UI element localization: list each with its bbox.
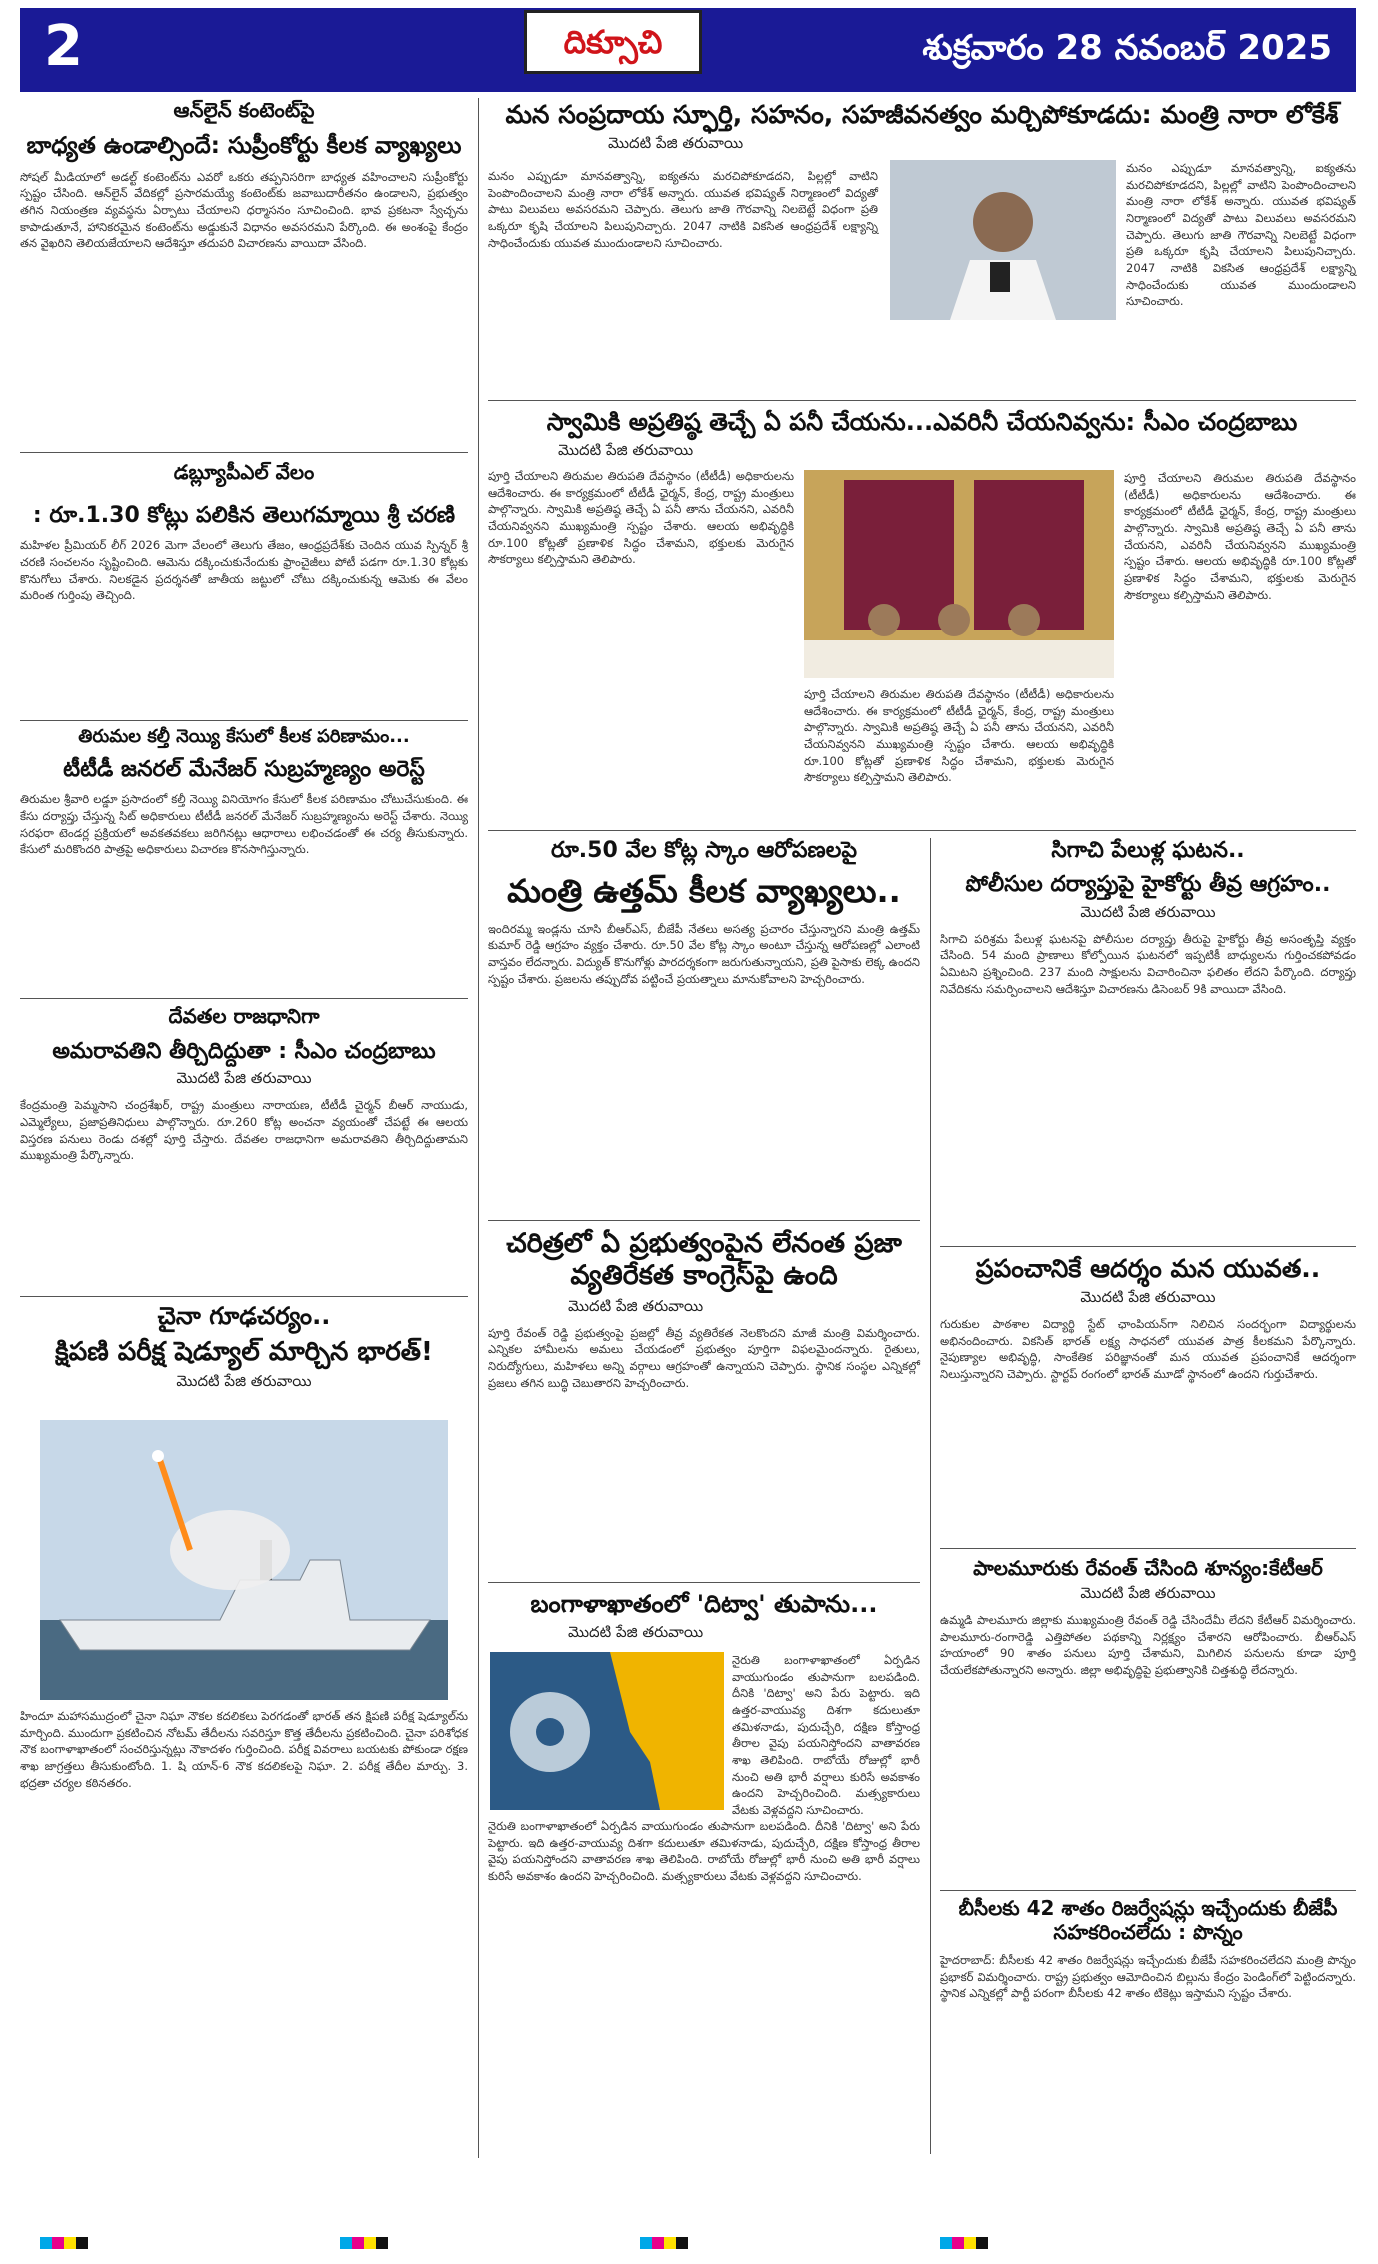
byline: మొదటి పేజి తరువాయి [176,1371,312,1390]
article-body-cont: పూర్తి చేయాలని తిరుమల తిరుపతి దేవస్థానం (టీటీడీ) అధికారులను ఆదేశించారు. ఈ కార్యక్రమంలో టీటీడీ ఛైర్మన్, కేంద్ర, రాష్ట్ర మంత్రులు పాల్గొన్నారు. స్వామికి అప్రతిష్ఠ తెచ్చే ఏ పనీ తాను చేయనని, ఎవరినీ చేయనివ్వనని ముఖ్యమంత్రి స్పష్టం చేశారు. ఆలయ అభివృద్ధికి రూ.100 కోట్లతో ప్రణాళిక సిద్ధం చేశామని, భక్తులకు మెరుగైన సౌకర్యాలు కల్పిస్తామని తెలిపారు. [804,687,1114,785]
byline: మొదటి పేజి తరువాయి [1080,902,1216,921]
cyclone-map-image [490,1652,724,1810]
column-divider [930,838,931,2154]
headline: పోలీసుల దర్యాప్తుపై హైకోర్టు తీవ్ర ఆగ్రహం.. [965,872,1331,898]
headline: అమరావతిని తీర్చిదిద్దుతా : సీఎం చంద్రబాబు [52,1039,436,1064]
article-youth [940,1254,1356,1542]
article-body: హైదరాబాద్: బీసీలకు 42 శాతం రిజర్వేషన్లు ఇచ్చేందుకు బీజేపీ సహకరించలేదని మంత్రి పొన్నం ప్రభాకర్ విమర్శించారు. రాష్ట్ర ప్రభుత్వం ఆమోదించిన బిల్లును కేంద్రం పెండింగ్‌లో పెట్టిందన్నారు. స్థానిక ఎన్నికల్లో పార్టీ పరంగా బీసీలకు 42 శాతం టికెట్లు ఇస్తామని స్పష్టం చేశారు. [940,1953,1356,2001]
article-body: ఇందిరమ్మ ఇండ్లను చూసి బీఆర్ఎస్, బీజేపీ నేతలు అసత్య ప్రచారం చేస్తున్నారని మంత్రి ఉత్తమ్ కుమార్ రెడ్డి ఆగ్రహం వ్యక్తం చేశారు. రూ.50 వేల కోట్ల స్కాం అంటూ చేస్తున్న ఆరోపణల్లో ఎలాంటి వాస్తవం లేదన్నారు. విద్యుత్ కొనుగోళ్లు పారదర్శకంగా జరుగుతున్నాయని, ప్రతి పైసాకు లెక్క ఉందని స్పష్టం చేశారు. ప్రజలను తప్పుదోవ పట్టించే ప్రయత్నాలు మానుకోవాలని హెచ్చరించారు. [488,921,920,986]
article-body-cont: మనం ఎప్పుడూ మానవత్వాన్ని, ఐక్యతను మరచిపోకూడదని, పిల్లల్లో వాటిని పెంపొందించాలని మంత్రి నారా లోకేశ్ అన్నారు. యువత భవిష్యత్ నిర్మాణంలో విద్యతో పాటు విలువలు అవసరమని చెప్పారు. తెలుగు జాతి గౌరవాన్ని నిలబెట్టే విధంగా ప్రతి ఒక్కరూ కృషి చేయాలని పిలుపునిచ్చారు. 2047 నాటికి వికసిత ఆంధ్రప్రదేశ్ లక్ష్యాన్ని సాధించేందుకు యువత ముందుండాలని సూచించారు. [1126,161,1356,309]
headline: స్వామికి అప్రతిష్ఠ తెచ్చే ఏ పనీ చేయను...ఎవరినీ చేయనివ్వను: సీఎం చంద్రబాబు [546,408,1298,436]
article-body: పూర్తి చేయాలని తిరుమల తిరుపతి దేవస్థానం (టీటీడీ) అధికారులను ఆదేశించారు. ఈ కార్యక్రమంలో టీటీడీ ఛైర్మన్, కేంద్ర, రాష్ట్ర మంత్రులు పాల్గొన్నారు. స్వామికి అప్రతిష్ఠ తెచ్చే ఏ పనీ తాను చేయనని, ఎవరినీ చేయనివ్వనని ముఖ్యమంత్రి స్పష్టం చేశారు. ఆలయ అభివృద్ధికి రూ.100 కోట్లతో ప్రణాళిక సిద్ధం చేశామని, భక్తులకు మెరుగైన సౌకర్యాలు కల్పిస్తామని తెలిపారు. [488,469,794,567]
article-palamuru [940,1556,1356,1890]
headline: బాధ్యత ఉండాల్సిందే: సుప్రీంకోర్టు కీలక వ్యాఖ్యలు [26,133,462,159]
lokesh-photo [890,160,1116,320]
article-uttam [488,838,920,1203]
article-online [20,98,468,481]
article-lokesh [488,100,1356,156]
headline: క్షిపణి పరీక్ష షెడ్యూల్ మార్చిన భారత్! [55,1336,433,1367]
article-cbn [488,408,1356,463]
divider [488,1220,920,1221]
article-body: పూర్తి రేవంత్ రెడ్డి ప్రభుత్వంపై ప్రజల్లో తీవ్ర వ్యతిరేకత నెలకొందని మాజీ మంత్రి విమర్శించారు. ఎన్నికల హామీలను అమలు చేయడంలో ప్రభుత్వం పూర్తిగా విఫలమైందన్నారు. రైతులు, నిరుద్యోగులు, మహిళలు అన్ని వర్గాలు ఆగ్రహంతో ఉన్నాయని చెప్పారు. స్థానిక సంస్థల ఎన్నికల్లో ప్రజలు తగిన బుద్ధి చెబుతారని హెచ్చరించారు. [488,1325,920,1390]
divider [488,400,1356,401]
divider [940,1890,1356,1891]
issue-date: శుక్రవారం 28 నవంబర్ 2025 [922,28,1332,68]
kicker: చైనా గూఢచర్యం.. [157,1302,331,1330]
article-bc [940,1896,1356,2128]
column-divider [478,98,479,2158]
kicker: రూ.50 వేల కోట్ల స్కాం ఆరోపణలపై [551,838,857,863]
headline: పాలమూరుకు రేవంత్ చేసింది శూన్యం:కేటీఆర్ [973,1556,1323,1580]
byline: మొదటి పేజి తరువాయి [568,1622,704,1641]
byline: మొదటి పేజి తరువాయి [1080,1288,1216,1306]
divider [20,452,468,453]
headline: బీసీలకు 42 శాతం రిజర్వేషన్లు ఇచ్చేందుకు బీజేపీ సహకరించలేదు : పొన్నం [958,1896,1338,1944]
article-body-cont: పూర్తి చేయాలని తిరుమల తిరుపతి దేవస్థానం (టీటీడీ) అధికారులను ఆదేశించారు. ఈ కార్యక్రమంలో టీటీడీ ఛైర్మన్, కేంద్ర, రాష్ట్ర మంత్రులు పాల్గొన్నారు. స్వామికి అప్రతిష్ఠ తెచ్చే ఏ పనీ తాను చేయనని, ఎవరినీ చేయనివ్వనని ముఖ్యమంత్రి స్పష్టం చేశారు. ఆలయ అభివృద్ధికి రూ.100 కోట్లతో ప్రణాళిక సిద్ధం చేశామని, భక్తులకు మెరుగైన సౌకర్యాలు కల్పిస్తామని తెలిపారు. [1124,471,1356,602]
divider [940,1246,1356,1247]
byline: మొదటి పేజి తరువాయి [176,1069,312,1088]
article-body: నైరుతి బంగాళాఖాతంలో ఏర్పడిన వాయుగుండం తుపానుగా బలపడింది. దీనికి 'దిట్వా' అని పేరు పెట్టారు. ఇది ఉత్తర-వాయువ్య దిశగా కదులుతూ తమిళనాడు, పుదుచ్చేరి, దక్షిణ కోస్తాంధ్ర తీరాల వైపు పయనిస్తోందని వాతావరణ శాఖ తెలిపింది. రాబోయే రోజుల్లో భారీ నుంచి అతి భారీ వర్షాలు కురిసే అవకాశం ఉందని హెచ్చరించింది. మత్స్యకారులు వేటకు వెళ్లవద్దని సూచించారు. [732,1653,920,1818]
byline: మొదటి పేజి తరువాయి [608,134,744,152]
print-registration-strip [40,2234,1340,2250]
article-cyclone [488,1590,920,1645]
article-body: గురుకుల పాఠశాల విద్యార్థి స్టేట్ ఛాంపియన్‌గా నిలిచిన సందర్భంగా విద్యార్థులను అభినందించారు. వికసిత్ భారత్ లక్ష్య సాధనలో యువత పాత్ర కీలకమని పేర్కొన్నారు. నైపుణ్యాల అభివృద్ధి, సాంకేతిక పరిజ్ఞానంతో మన యువత ప్రపంచానికే ఆదర్శంగా నిలుస్తున్నారని చెప్పారు. స్టార్టప్ రంగంలో భారత్ మూడో స్థానంలో ఉందని గుర్తుచేశారు. [940,1317,1356,1382]
divider [940,1548,1356,1549]
article-body-cont: నైరుతి బంగాళాఖాతంలో ఏర్పడిన వాయుగుండం తుపానుగా బలపడింది. దీనికి 'దిట్వా' అని పేరు పెట్టారు. ఇది ఉత్తర-వాయువ్య దిశగా కదులుతూ తమిళనాడు, పుదుచ్చేరి, దక్షిణ కోస్తాంధ్ర తీరాల వైపు పయనిస్తోందని వాతావరణ శాఖ తెలిపింది. రాబోయే రోజుల్లో భారీ నుంచి అతి భారీ వర్షాలు కురిసే అవకాశం ఉందని హెచ్చరించింది. మత్స్యకారులు వేటకు వెళ్లవద్దని సూచించారు. [488,1819,920,1884]
article-body: సోషల్ మీడియాలో అడల్ట్ కంటెంట్‌ను ఎవరో ఒకరు తప్పనిసరిగా బాధ్యత వహించాలని సుప్రీంకోర్టు స్పష్టం చేసింది. ఆన్‌లైన్ వేదికల్లో ప్రసారమయ్యే కంటెంట్‌కు జవాబుదారీతనం ఉండాలని, ప్రభుత్వం తగిన నియంత్రణ వ్యవస్థను ఏర్పాటు చేయాలని ధర్మాసనం సూచించింది. భావ ప్రకటనా స్వేచ్ఛను కాపాడుతూనే, హానికరమైన కంటెంట్‌ను అడ్డుకునే విధానం అవసరమని పేర్కొంది. ఈ అంశంపై కేంద్రం తన వైఖరిని తెలియజేయాలని ఆదేశిస్తూ తదుపరి విచారణను వాయిదా వేసింది. [20,169,468,251]
headline: మంత్రి ఉత్తమ్ కీలక వ్యాఖ్యలు.. [507,872,901,911]
kicker: దేవతల రాజధానిగా [168,1004,320,1028]
kicker: ఆన్‌లైన్ కంటెంట్‌పై [173,98,315,122]
kicker: డబ్ల్యూపీఎల్ వేలం [173,460,315,484]
headline: టీటీడీ జనరల్ మేనేజర్ సుబ్రహ్మణ్యం అరెస్ట్ [63,757,425,782]
divider [488,1582,920,1583]
article-body: తిరుమల శ్రీవారి లడ్డూ ప్రసాదంలో కల్తీ నెయ్యి వినియోగం కేసులో కీలక పరిణామం చోటుచేసుకుంది. ఈ కేసు దర్యాప్తు చేస్తున్న సిట్ అధికారులు టీటీడీ జనరల్ మేనేజర్ సుబ్రహ్మణ్యంను అరెస్ట్ చేశారు. నెయ్యి సరఫరా టెండర్ల ప్రక్రియలో అవకతవకలు జరిగినట్లు ఆధారాలు లభించడంతో ఈ చర్య తీసుకున్నారు. కేసులో మరికొందరి పాత్రపై అధికారులు విచారణ కొనసాగిస్తున్నారు. [20,792,468,857]
article-amaravati [20,1004,468,1295]
headline: ప్రపంచానికే ఆదర్శం మన యువత.. [975,1254,1321,1283]
article-congress [488,1228,920,1529]
divider [20,1296,468,1297]
divider [488,830,1356,831]
byline: మొదటి పేజి తరువాయి [1080,1584,1216,1602]
missile-launch-photo [40,1420,448,1700]
article-sigachi [940,838,1356,1221]
article-ttd [20,726,468,983]
article-wpl [20,460,468,709]
headline: : రూ.1.30 కోట్లు పలికిన తెలుగమ్మాయి శ్రీ చరణి [32,503,456,528]
article-body: సిగాచి పరిశ్రమ పేలుళ్ల ఘటనపై పోలీసుల దర్యాప్తు తీరుపై హైకోర్టు తీవ్ర అసంతృప్తి వ్యక్తం చేసింది. 54 మంది ప్రాణాలు కోల్పోయిన ఘటనలో ఇప్పటికీ బాధ్యులను గుర్తించకపోవడం ఏమిటని ప్రశ్నించింది. 237 మంది సాక్షులను విచారించినా ఫలితం లేదని పేర్కొంది. దర్యాప్తు నివేదికను సమర్పించాలని ఆదేశిస్తూ విచారణను డిసెంబర్ 9కి వాయిదా వేసింది. [940,931,1356,996]
article-body: ఉమ్మడి పాలమూరు జిల్లాకు ముఖ్యమంత్రి రేవంత్ రెడ్డి చేసిందేమీ లేదని కేటీఆర్ విమర్శించారు. పాలమూరు-రంగారెడ్డి ఎత్తిపోతల పథకాన్ని నిర్లక్ష్యం చేశారని ఆరోపించారు. బీఆర్ఎస్ హయాంలో 90 శాతం పనులు పూర్తి చేశామని, మిగిలిన పనులను కూడా పూర్తి చేయలేకపోతున్నారని అన్నారు. జిల్లా అభివృద్ధిపై ప్రభుత్వానికి చిత్తశుద్ధి లేదన్నారు. [940,1613,1356,1678]
kicker: తిరుమల కల్తీ నెయ్యి కేసులో కీలక పరిణామం... [78,726,410,747]
article-body: మనం ఎప్పుడూ మానవత్వాన్ని, ఐక్యతను మరచిపోకూడదని, పిల్లల్లో వాటిని పెంపొందించాలని మంత్రి నారా లోకేశ్ అన్నారు. యువత భవిష్యత్ నిర్మాణంలో విద్యతో పాటు విలువలు అవసరమని చెప్పారు. తెలుగు జాతి గౌరవాన్ని నిలబెట్టే విధంగా ప్రతి ఒక్కరూ కృషి చేయాలని పిలుపునిచ్చారు. 2047 నాటికి వికసిత ఆంధ్రప్రదేశ్ లక్ష్యాన్ని సాధించేందుకు యువత ముందుండాలని సూచించారు. [488,169,878,250]
headline: బంగాళాఖాతంలో 'దిట్వా' తుపాను... [530,1590,878,1618]
page-number: 2 [44,14,83,79]
headline: మన సంప్రదాయ స్ఫూర్తి, సహనం, సహజీవనత్వం మర్చిపోకూడదు: మంత్రి నారా లోకేశ్ [505,100,1339,129]
divider [20,720,468,721]
headline: చరిత్రలో ఏ ప్రభుత్వంపైన లేనంత ప్రజా వ్యతిరేకత కాంగ్రెస్‌పై ఉంది [506,1228,902,1292]
masthead-logo: దిక్సూచి [524,10,702,74]
article-body: మహిళల ప్రీమియర్ లీగ్ 2026 మెగా వేలంలో తెలుగు తేజం, ఆంధ్రప్రదేశ్‌కు చెందిన యువ స్పిన్నర్ శ్రీ చరణి సంచలనం సృష్టించింది. ఆమెను దక్కించుకునేందుకు ఫ్రాంచైజీలు పోటీ పడగా రూ.1.30 కోట్లకు కొనుగోలు చేశారు. నిలకడైన ప్రదర్శనతో జాతీయ జట్టులో చోటు దక్కించుకున్న ఆమెకు ఈ వేలం మరింత గుర్తింపు తెచ్చింది. [20,538,468,603]
article-body: హిందూ మహాసముద్రంలో చైనా నిఘా నౌకల కదలికలు పెరగడంతో భారత్ తన క్షిపణి పరీక్ష షెడ్యూల్‌ను మార్చింది. ముందుగా ప్రకటించిన నోటమ్ తేదీలను సవరిస్తూ కొత్త తేదీలను ప్రకటించింది. చైనా పరిశోధక నౌక బంగాళాఖాతంలో సంచరిస్తున్నట్లు నౌకాదళం గుర్తించింది. పరీక్ష వివరాలు బయటకు పోకుండా రక్షణ శాఖ జాగ్రత్తలు తీసుకుంటోంది. 1. షి యాన్-6 నౌక కదలికలపై నిఘా. 2. పరీక్ష తేదీల మార్పు. 3. భద్రతా చర్యల కఠినతరం. [20,1709,468,1790]
byline: మొదటి పేజి తరువాయి [558,440,694,459]
kicker: సిగాచి పేలుళ్ల ఘటన.. [1051,838,1245,863]
article-china [20,1302,468,1394]
temple-event-photo [804,470,1114,678]
byline: మొదటి పేజి తరువాయి [568,1296,704,1315]
article-body: కేంద్రమంత్రి పెమ్మసాని చంద్రశేఖర్, రాష్ట్ర మంత్రులు నారాయణ, టీటీడీ చైర్మన్ బీఆర్ నాయుడు, ఎమ్మెల్యేలు, ప్రజాప్రతినిధులు పాల్గొన్నారు. రూ.260 కోట్ల అంచనా వ్యయంతో చేపట్టే ఈ ఆలయ విస్తరణ పనులు రెండు దశల్లో పూర్తి చేస్తారు. దేవతల రాజధానిగా అమరావతిని తీర్చిదిద్దుతామని ముఖ్యమంత్రి పేర్కొన్నారు. [20,1098,468,1163]
divider [20,998,468,999]
